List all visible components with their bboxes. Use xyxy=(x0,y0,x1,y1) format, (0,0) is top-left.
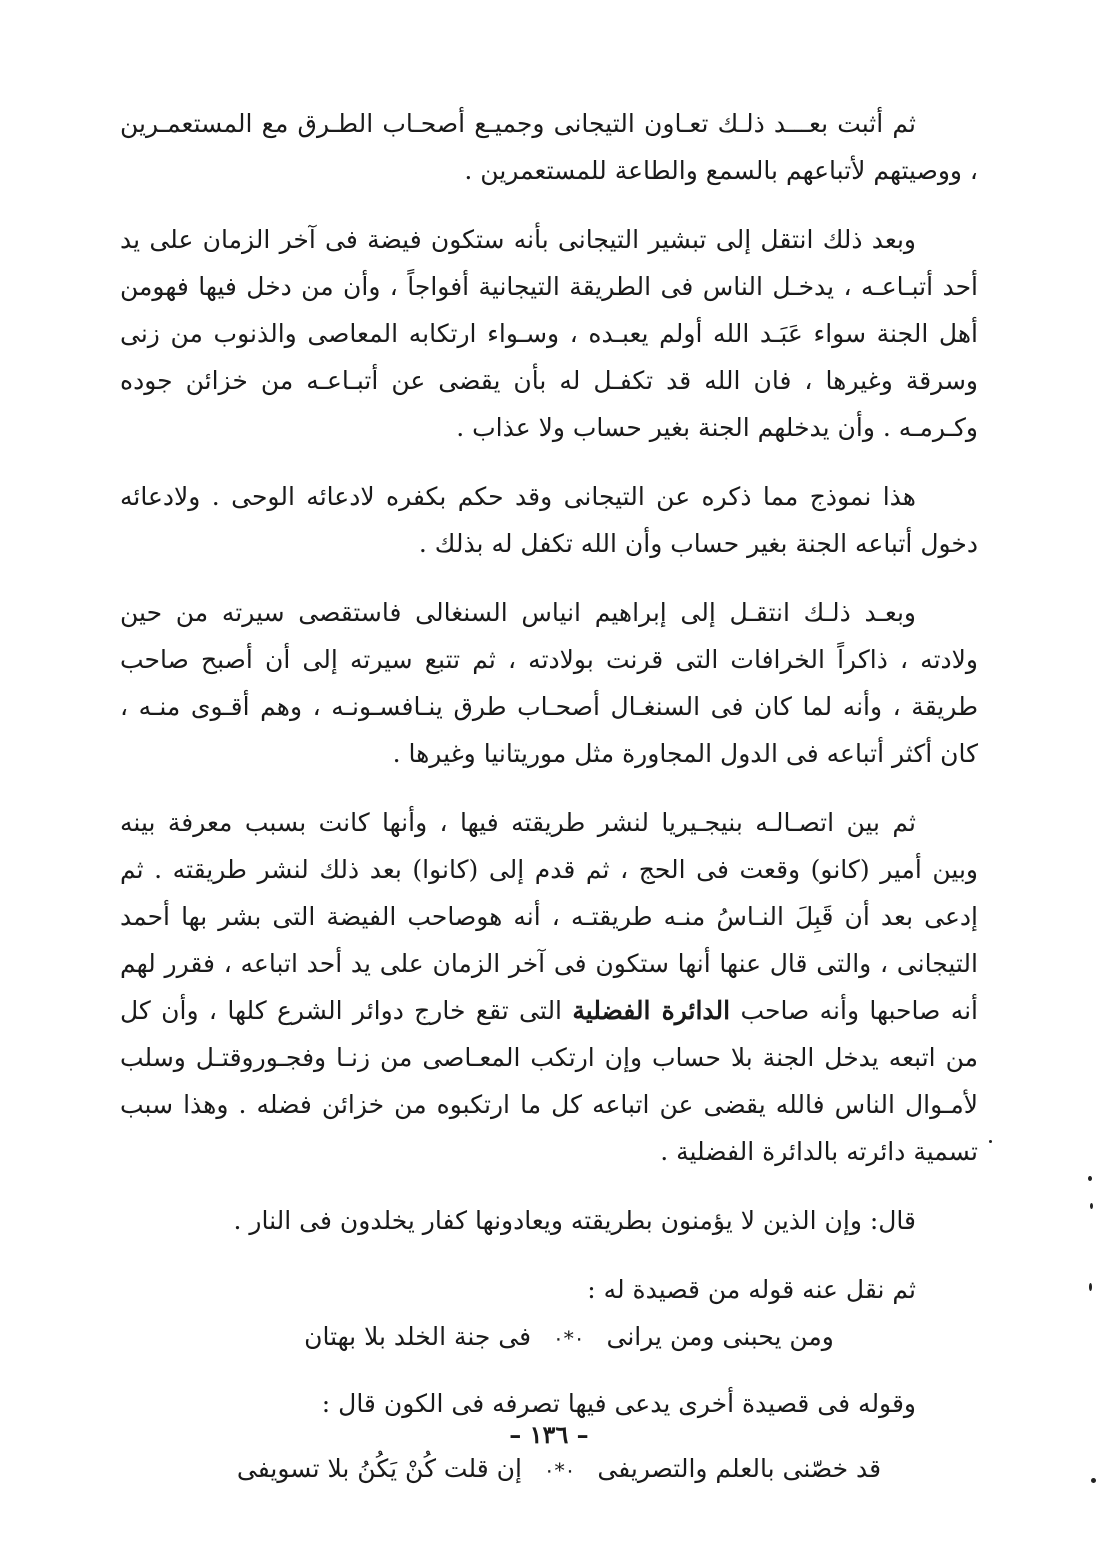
verse-1 xyxy=(120,1313,978,1362)
scan-speck xyxy=(1090,1203,1093,1209)
page-number: – ١٣٦ – xyxy=(509,1420,589,1449)
paragraph-3: هذا نموذج مما ذكره عن التيجانى وقد حكم بكفره لادعائه الوحى . ولادعائه دخول أتباعه الجنة بغير حساب وأن الله تكفل له بذلك . xyxy=(120,482,978,558)
paragraph-5-end: التى تقع خارج دوائر الشرع كلها ، وأن كل من اتبعه يدخل الجنة بلا حساب وإن ارتكب المعـاصى من زنـا وفجـوروقتـل وسلب لأمـوال الناس فالله يقضى عن اتباعه كل ما ارتكبوه من خزائن فضله . وهذا سبب تسمية دائرته بالدائرة الفضلية . xyxy=(120,996,978,1166)
scan-speck xyxy=(989,1140,992,1143)
paragraph-4: وبعـد ذلـك انتقـل إلى إبراهيم انياس السنغالى فاستقصى سيرته من حين ولادته ، ذاكراً الخرافات التى قرنت بولادته ، ثم تتبع سيرته إلى أن أصبح صاحب طريقة ، وأنه لما كان فى السنغـال أصحـاب طرق ينـافسـونـه ، وهم أقـوى منـه ، كان أكثر أتباعه فى الدول المجاورة مثل موريتانيا وغيرها . xyxy=(120,598,978,768)
verse-2-first-half: قد خصّنى بالعلم والتصريفى xyxy=(597,1454,882,1483)
page-body xyxy=(120,100,978,1494)
verse-separator-1: ٠*٠ xyxy=(553,1326,585,1350)
paragraph-1: ثم أثبت بعـــد ذلـك تعـاون التيجانى وجميـع أصحـاب الطـرق مع المستعمـرين ، ووصيتهم لأتباعهم بالسمع والطاعة للمستعمرين . xyxy=(120,109,978,185)
scan-speck xyxy=(1088,1176,1092,1181)
verse-1-first-half: ومن يحبنى ومن يرانى xyxy=(606,1322,834,1351)
paragraph-5-start: ثم بين اتصـالـه بنيجـيريا لنشر طريقته فيها ، وأنها كانت بسبب معرفة بينه وبين أمير (كانو) وقعت فى الحج ، ثم قدم إلى (كانوا) بعد ذلك لنشر طريقته . ثم إدعى بعد أن قَبِلَ النـاسُ منـه طريقتـه ، أنه هوصاحب الفيضة التى بشر بها أحمد التيجانى ، والتى قال عنها أنها ستكون فى آخر الزمان على يد أحد اتباعه ، فقرر لهم أنه صاحبها وأنه صاحب xyxy=(120,808,979,1025)
verse-separator-2: ٠*٠ xyxy=(543,1458,576,1482)
poem-intro-2: وقوله فى قصيدة أخرى يدعى فيها تصرفه فى الكون قال : xyxy=(321,1389,916,1418)
paragraph-5 xyxy=(120,799,978,1175)
paragraph-5-bold-term: الدائرة الفضلية xyxy=(572,996,731,1025)
poem-intro: ثم نقل عنه قوله من قصيدة له : xyxy=(587,1275,916,1304)
verse-1-second-half: فى جنة الخلد بلا بهتان xyxy=(304,1322,532,1351)
scan-speck xyxy=(1089,1283,1092,1291)
quote-line: قال: وإن الذين لا يؤمنون بطريقته ويعادونها كفار يخلدون فى النار . xyxy=(233,1206,916,1235)
verse-2-second-half: إن قلت كُنْ يَكُنُ بلا تسويفى xyxy=(236,1454,522,1483)
paragraph-2: وبعد ذلك انتقل إلى تبشير التيجانى بأنه ستكون فيضة فى آخر الزمان على يد أحد أتبـاعـه ، يدخـل الناس فى الطريقة التيجانية أفواجاً ، وأن من دخل فيها فهومن أهل الجنة سواء عَبَـد الله أولم يعبـده ، وسـواء ارتكابه المعاصى والذنوب من زنى وسرقة وغيرها ، فان الله قد تكفـل له بأن يقضى عن أتبـاعـه من خزائن جوده وكـرمـه . وأن يدخلهم الجنة بغير حساب ولا عذاب . xyxy=(120,225,978,442)
scan-speck xyxy=(1091,1478,1096,1483)
verse-2 xyxy=(120,1445,978,1494)
